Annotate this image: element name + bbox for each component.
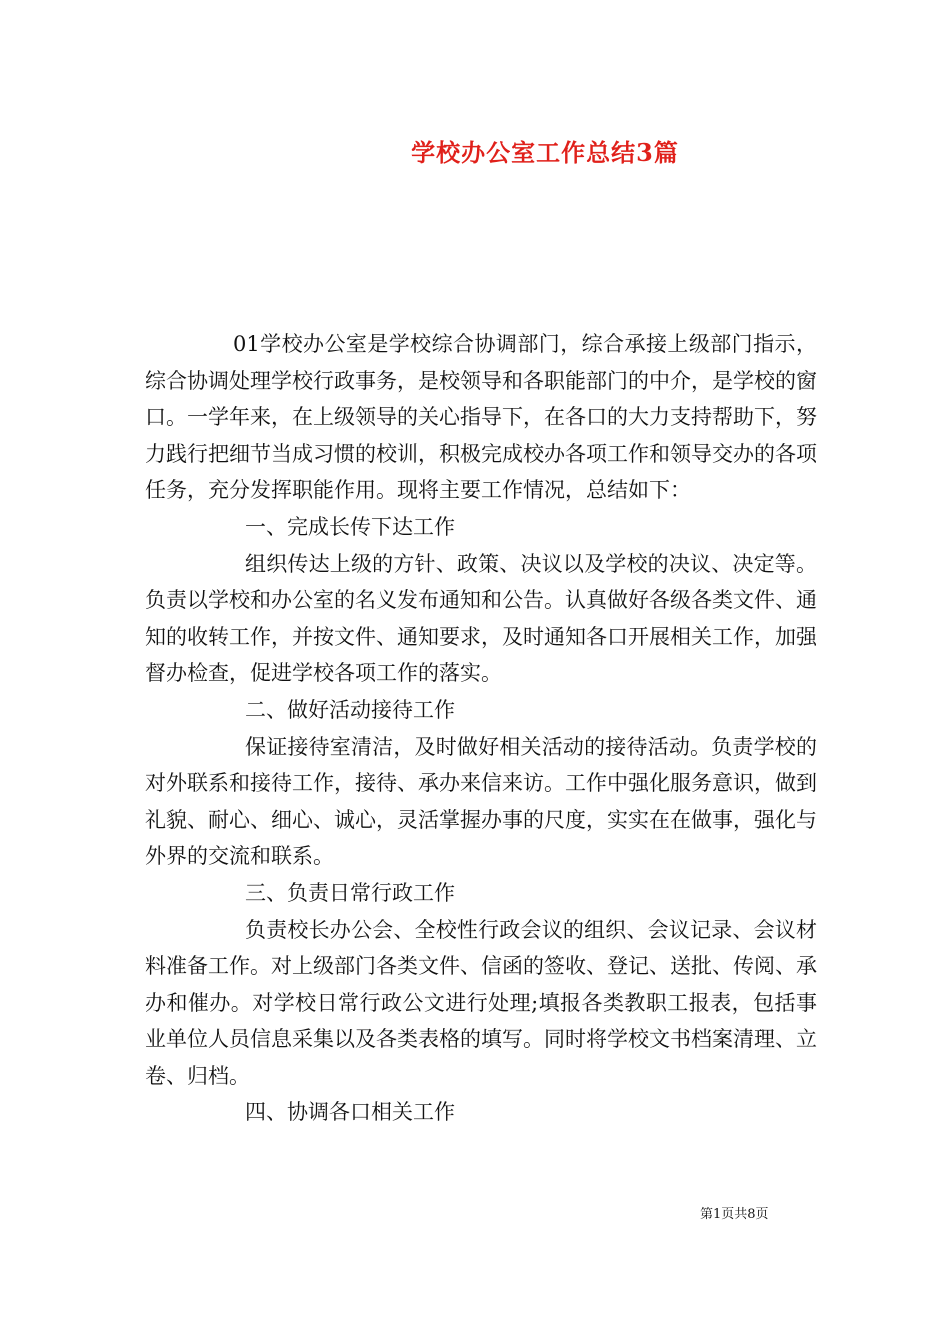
- page-number: 第1页共8页: [700, 1207, 769, 1222]
- section-paragraph: 保证接待室清洁，及时做好相关活动的接待活动。负责学校的对外联系和接待工作，接待、承办来信来访。工作中强化服务意识，做到礼貌、耐心、细心、诚心，灵活掌握办事的尺度，实实在在做事，强化与外界的交流和联系。: [145, 734, 817, 869]
- document-body: [145, 326, 817, 1131]
- section-heading: 四、协调各口相关工作: [245, 1100, 455, 1125]
- section-paragraph: 负责校长办公会、全校性行政会议的组织、会议记录、会议材料准备工作。对上级部门各类文件、信函的签收、登记、送批、传阅、承办和催办。对学校日常行政公文进行处理;填报各类教职工报表，包括事业单位人员信息采集以及各类表格的填写。同时将学校文书档案清理、立卷、归档。: [145, 917, 817, 1088]
- section-heading: 一、完成长传下达工作: [245, 514, 455, 539]
- section-heading: 二、做好活动接待工作: [245, 697, 455, 722]
- document-title: 学校办公室工作总结3篇: [411, 138, 679, 167]
- section-heading: 三、负责日常行政工作: [245, 880, 455, 905]
- intro-paragraph: 01学校办公室是学校综合协调部门，综合承接上级部门指示，综合协调处理学校行政事务，是校领导和各职能部门的中介，是学校的窗口。一学年来，在上级领导的关心指导下，在各口的大力支持帮助下，努力践行把细节当成习惯的校训，积极完成校办各项工作和领导交办的各项任务，充分发挥职能作用。现将主要工作情况，总结如下：: [145, 332, 817, 503]
- section-paragraph: 组织传达上级的方针、政策、决议以及学校的决议、决定等。负责以学校和办公室的名义发布通知和公告。认真做好各级各类文件、通知的收转工作，并按文件、通知要求，及时通知各口开展相关工作，加强督办检查，促进学校各项工作的落实。: [145, 551, 817, 686]
